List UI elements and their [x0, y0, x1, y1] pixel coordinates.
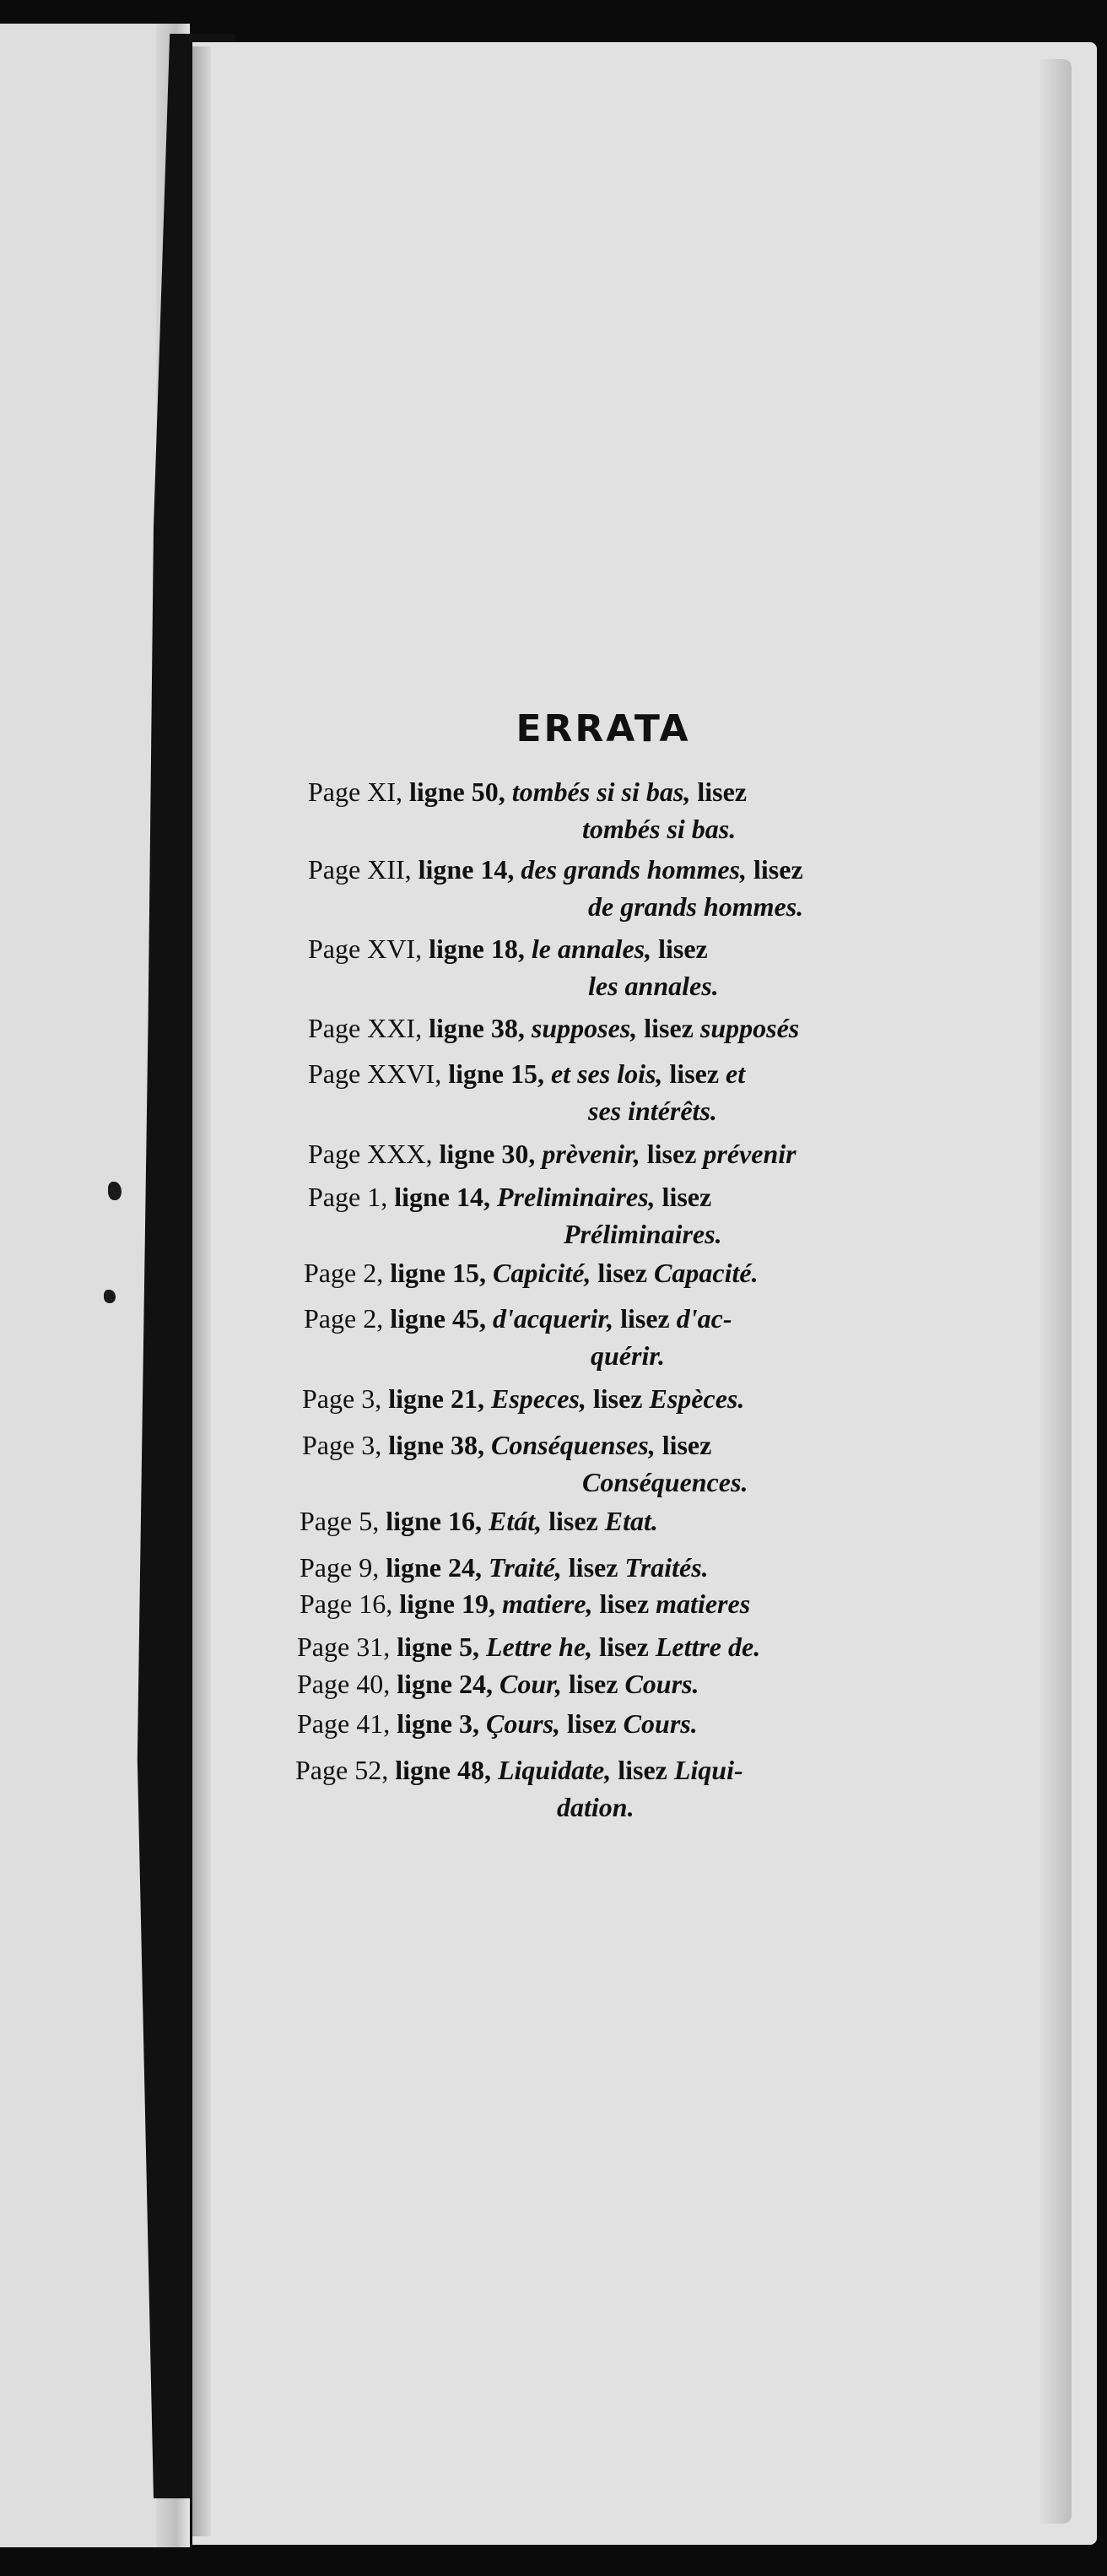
lisez-word: lisez — [597, 1258, 648, 1288]
corrected-text: d'ac- — [676, 1303, 732, 1334]
erroneous-text: supposes, — [531, 1013, 638, 1043]
page-word: Page — [302, 1383, 355, 1414]
erroneous-text: tombés si si bas, — [511, 777, 691, 807]
page-word: Page — [300, 1506, 353, 1536]
page-word: Page — [300, 1552, 353, 1583]
ligne-word: ligne — [439, 1139, 495, 1169]
erroneous-text: des grands hommes, — [521, 854, 747, 885]
ligne-word: ligne — [397, 1669, 452, 1699]
page-number: 1, — [367, 1182, 388, 1212]
page-word: Page — [304, 1303, 357, 1334]
errata-entry — [308, 1135, 894, 1174]
corrected-text-continuation: de grands hommes. — [588, 891, 804, 922]
lisez-word: lisez — [662, 1182, 712, 1212]
errata-line — [308, 1009, 799, 1047]
corrected-text-continuation: les annales. — [588, 971, 719, 1001]
page-number: XVI, — [367, 934, 423, 964]
erroneous-text: d'acquerir, — [492, 1303, 614, 1334]
corrected-text: Etat. — [604, 1506, 658, 1536]
errata-line — [308, 851, 803, 888]
lisez-word: lisez — [568, 1669, 618, 1699]
errata-line — [295, 1751, 743, 1789]
lisez-word: lisez — [644, 1013, 694, 1043]
page-number: 41, — [356, 1708, 391, 1739]
corrected-text: Cours. — [623, 1708, 698, 1739]
page-number: 16, — [359, 1588, 393, 1619]
line-number: 21, — [450, 1383, 484, 1414]
errata-line — [297, 1665, 699, 1702]
line-number: 16, — [447, 1506, 482, 1536]
errata-line — [308, 1055, 745, 1092]
ligne-word: ligne — [386, 1506, 441, 1536]
lisez-word: lisez — [658, 934, 708, 964]
lisez-word: lisez — [646, 1139, 697, 1169]
errata-line — [297, 1628, 760, 1665]
line-number: 38, — [450, 1430, 484, 1460]
page-number: 3, — [361, 1383, 382, 1414]
lisez-word: lisez — [568, 1552, 618, 1583]
page-word: Page — [295, 1755, 348, 1785]
lisez-word: lisez — [697, 777, 747, 807]
line-number: 24, — [447, 1552, 482, 1583]
line-number: 48, — [456, 1755, 491, 1785]
errata-entry — [308, 773, 894, 851]
errata-line — [304, 1254, 759, 1291]
errata-entry — [308, 1178, 894, 1256]
corrected-text-continuation: ses intérêts. — [588, 1096, 717, 1126]
errata-entry — [302, 1426, 894, 1504]
errata-line — [302, 1380, 744, 1417]
line-number: 14, — [480, 854, 515, 885]
corrected-text-continuation: Conséquences. — [582, 1467, 748, 1497]
page-word: Page — [297, 1669, 350, 1699]
page-number: XXVI, — [367, 1058, 442, 1089]
ligne-word: ligne — [429, 934, 484, 964]
line-number: 18, — [490, 934, 525, 964]
ligne-word: ligne — [397, 1708, 452, 1739]
corrected-text-continuation: quérir. — [591, 1340, 666, 1371]
errata-line — [300, 1549, 709, 1586]
erroneous-text: prèvenir, — [542, 1139, 640, 1169]
page-word: Page — [308, 1139, 361, 1169]
corrected-text: supposés — [699, 1013, 800, 1043]
errata-line — [304, 1300, 732, 1337]
page-word: Page — [297, 1708, 350, 1739]
corrected-text: Espèces. — [649, 1383, 745, 1414]
page-word: Page — [300, 1588, 353, 1619]
page-title: ERRATA — [516, 707, 691, 750]
corrected-text: Cours. — [624, 1669, 699, 1699]
page-number: 5, — [359, 1506, 380, 1536]
lisez-word: lisez — [662, 1430, 712, 1460]
lisez-word: lisez — [599, 1588, 650, 1619]
errata-entry — [308, 1009, 894, 1048]
errata-entry — [297, 1665, 894, 1704]
lisez-word: lisez — [669, 1058, 720, 1089]
errata-entry — [308, 930, 894, 1008]
corrected-text: prévenir — [703, 1139, 796, 1169]
line-number: 5, — [458, 1632, 479, 1662]
errata-line — [308, 773, 747, 810]
corrected-text: matieres — [656, 1588, 751, 1619]
page-number: 31, — [356, 1632, 391, 1662]
ligne-word: ligne — [429, 1013, 484, 1043]
corrected-text: Traités. — [624, 1552, 709, 1583]
line-number: 30, — [501, 1139, 536, 1169]
page-word: Page — [297, 1632, 350, 1662]
errata-entry — [295, 1751, 894, 1829]
errata-entry — [308, 1055, 894, 1133]
page-word: Page — [308, 1013, 361, 1043]
erroneous-text: Conséquenses, — [490, 1430, 656, 1460]
page-number: XII, — [367, 854, 412, 885]
erroneous-text: Etát, — [488, 1506, 543, 1536]
line-number: 24, — [458, 1669, 493, 1699]
line-number: 14, — [456, 1182, 490, 1212]
errata-line — [308, 930, 708, 967]
erroneous-text: Capicité, — [492, 1258, 591, 1288]
page-word: Page — [308, 777, 361, 807]
ligne-word: ligne — [395, 1755, 451, 1785]
page-number: XXX, — [367, 1139, 433, 1169]
lisez-word: lisez — [548, 1506, 598, 1536]
page-number: 40, — [356, 1669, 391, 1699]
erroneous-text: Cour, — [499, 1669, 562, 1699]
errata-entry — [308, 851, 894, 928]
page-number: XI, — [367, 777, 402, 807]
page-word: Page — [308, 934, 361, 964]
page-word: Page — [304, 1258, 357, 1288]
ligne-word: ligne — [388, 1430, 444, 1460]
page-number: 9, — [359, 1552, 380, 1583]
errata-line — [297, 1705, 698, 1742]
errata-entry — [297, 1628, 894, 1667]
erroneous-text: le annales, — [531, 934, 652, 964]
erroneous-text: Çours, — [485, 1708, 561, 1739]
errata-line — [302, 1426, 711, 1464]
ligne-word: ligne — [388, 1383, 444, 1414]
lisez-word: lisez — [567, 1708, 617, 1739]
corrected-text: Capacité. — [654, 1258, 759, 1288]
errata-entry — [300, 1549, 894, 1588]
erroneous-text: Preliminaires, — [496, 1182, 656, 1212]
errata-line — [300, 1502, 658, 1540]
line-number: 38, — [490, 1013, 525, 1043]
ligne-word: ligne — [390, 1303, 446, 1334]
lisez-word: lisez — [753, 854, 803, 885]
erroneous-text: matiere, — [501, 1588, 593, 1619]
errata-entry — [304, 1254, 894, 1293]
corrected-text-continuation: tombés si bas. — [582, 814, 737, 844]
errata-entry — [300, 1502, 894, 1541]
errata-line — [308, 1178, 711, 1215]
ligne-word: ligne — [408, 777, 465, 807]
page-word: Page — [308, 1058, 361, 1089]
lisez-word: lisez — [592, 1383, 643, 1414]
ligne-word: ligne — [386, 1552, 441, 1583]
line-number: 15, — [510, 1058, 544, 1089]
errata-entry — [302, 1380, 894, 1419]
errata-entry — [304, 1300, 894, 1377]
ligne-word: ligne — [399, 1588, 455, 1619]
erroneous-text: Liquidate, — [497, 1755, 612, 1785]
page-word: Page — [302, 1430, 355, 1460]
erroneous-text: Traité, — [488, 1552, 562, 1583]
line-number: 3, — [458, 1708, 479, 1739]
page-word: Page — [308, 854, 361, 885]
line-number: 45, — [451, 1303, 486, 1334]
ligne-word: ligne — [394, 1182, 450, 1212]
page-number: 3, — [361, 1430, 382, 1460]
page-number: 2, — [363, 1303, 384, 1334]
errata-entry — [297, 1705, 894, 1744]
ligne-word: ligne — [418, 854, 474, 885]
ligne-word: ligne — [397, 1632, 452, 1662]
corrected-text: Lettre de. — [655, 1632, 761, 1662]
corrected-text: et — [726, 1058, 746, 1089]
errata-line — [300, 1585, 750, 1622]
line-number: 50, — [471, 777, 505, 807]
page-number: XXI, — [367, 1013, 423, 1043]
errata-entry — [300, 1585, 894, 1624]
page-word: Page — [308, 1182, 361, 1212]
line-number: 15, — [451, 1258, 486, 1288]
erroneous-text: et ses lois, — [550, 1058, 663, 1089]
ligne-word: ligne — [390, 1258, 446, 1288]
page-number: 52, — [354, 1755, 389, 1785]
lisez-word: lisez — [599, 1632, 649, 1662]
lisez-word: lisez — [618, 1755, 667, 1785]
corrected-text: Liqui- — [673, 1755, 743, 1785]
corrected-text-continuation: Préliminaires. — [564, 1219, 722, 1249]
errata-line — [308, 1135, 796, 1172]
line-number: 19, — [461, 1588, 495, 1619]
erroneous-text: Especes, — [490, 1383, 586, 1414]
corrected-text-continuation: dation. — [557, 1792, 634, 1822]
erroneous-text: Lettre he, — [485, 1632, 593, 1662]
ligne-word: ligne — [448, 1058, 504, 1089]
page-number: 2, — [363, 1258, 384, 1288]
lisez-word: lisez — [620, 1303, 670, 1334]
